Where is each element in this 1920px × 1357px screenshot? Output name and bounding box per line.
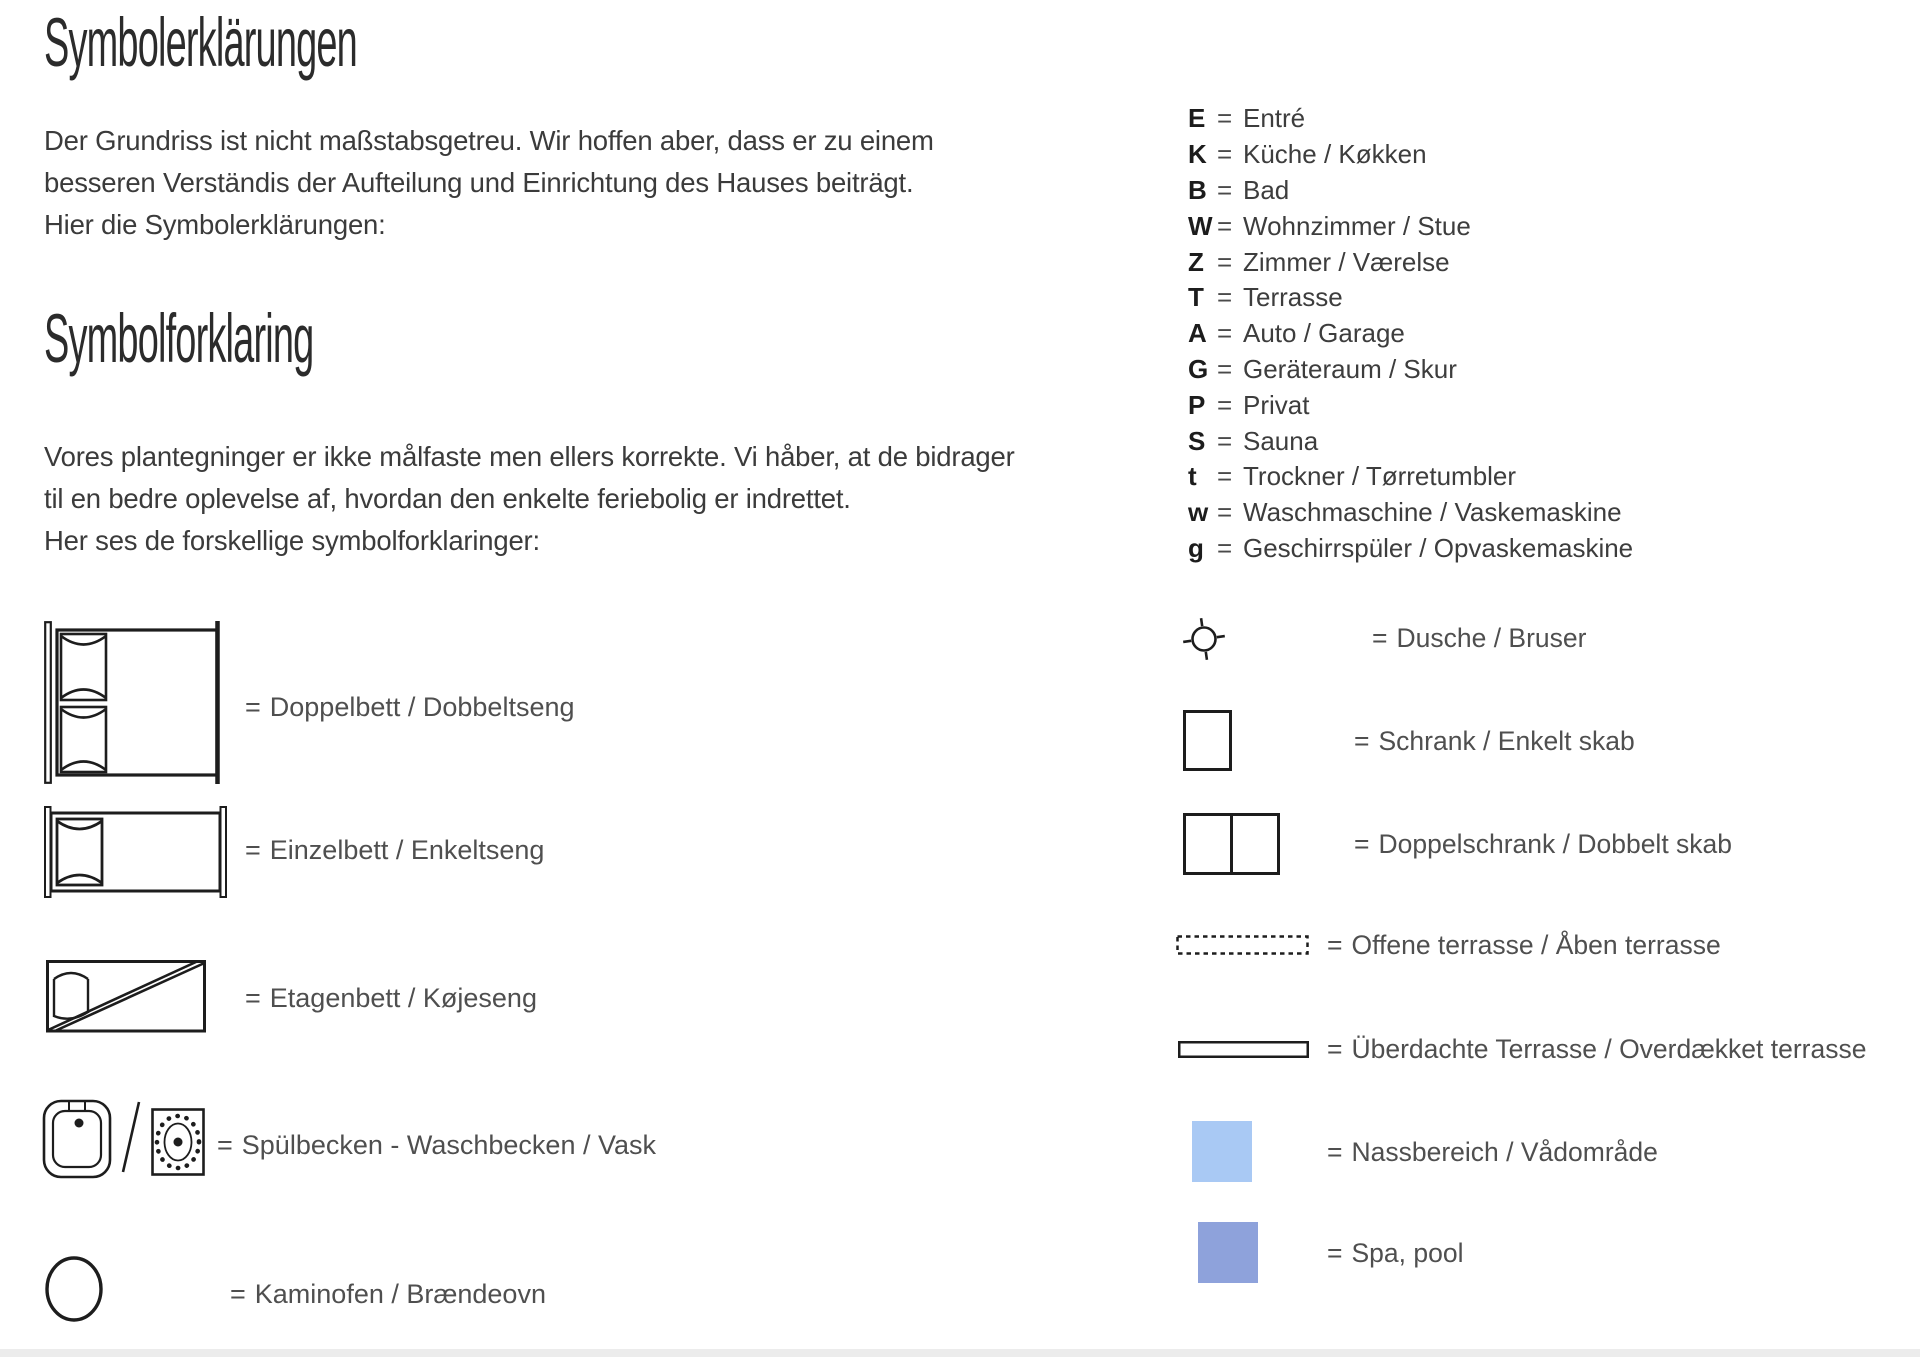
equals-sign: = [230,1279,246,1309]
equals-sign: = [1217,497,1233,528]
equals-sign: = [1372,623,1388,653]
legend-label-bunk-bed [245,981,537,1015]
abbr-letter: w [1188,497,1209,528]
equals-sign: = [1354,829,1370,859]
legend-row-shower [1181,616,1227,662]
page-title-danish: Symbolforklaring [44,300,314,377]
legend-label-shower [1372,621,1586,655]
wood-stove-icon [44,1255,104,1323]
intro-german-line1: Der Grundriss ist nicht maßstabsgetreu. Wir hoffen aber, dass er zu einem [44,125,934,156]
equals-sign: = [1354,726,1370,756]
legend-label-spa-pool [1327,1236,1463,1270]
legend-label: Doppelschrank / Dobbelt skab [1378,829,1733,859]
abbr-label: Terrasse [1243,282,1343,313]
equals-sign: = [1327,1034,1343,1064]
page-title-german: Symbolerklärungen [44,4,357,81]
legend-label: Schrank / Enkelt skab [1378,726,1635,756]
abbr-row-W [1188,208,1668,244]
intro-danish [44,436,1015,562]
abbr-label: Entré [1243,103,1306,134]
abbr-label: Sauna [1243,425,1319,456]
abbr-label: Bad [1243,174,1290,205]
covered-terrace-icon [1178,1041,1309,1058]
legend-row-single-bed [44,806,228,898]
page-bottom-edge [0,1349,1920,1357]
equals-sign: = [1217,246,1233,277]
legend-label-wood-stove [230,1277,546,1311]
equals-sign: = [1217,461,1233,492]
equals-sign: = [1327,930,1343,960]
legend-row-sink [42,1098,205,1180]
legend-label-double-bed [245,690,575,724]
equals-sign: = [1217,425,1233,456]
legend-label-open-terrace [1327,928,1721,962]
open-terrace-icon [1176,935,1309,955]
washbasin-icon [151,1108,205,1176]
equals-sign: = [1327,1238,1343,1268]
legend-row-double-wardrobe [1183,813,1280,875]
equals-sign: = [1217,318,1233,349]
abbr-row-S [1188,423,1668,459]
legend-row-wood-stove [44,1255,104,1323]
legend-label-sink [217,1128,656,1162]
equals-sign: = [1217,139,1233,170]
legend-label-single-bed [245,833,544,867]
legend-label: Kaminofen / Brændeovn [254,1279,546,1309]
abbr-letter: P [1188,389,1206,420]
legend-label-covered-terrace [1327,1032,1867,1066]
abbr-row-G [1188,352,1668,388]
wet-area-swatch [1192,1121,1252,1182]
abbr-row-t [1188,459,1668,495]
legend-label: Dusche / Bruser [1396,623,1587,653]
abbr-label: Zimmer / Værelse [1243,246,1450,277]
legend-label: Spa, pool [1351,1238,1464,1268]
sink-icon [42,1098,112,1180]
legend-row-double-bed [44,621,226,784]
abbr-label: Auto / Garage [1243,318,1405,349]
legend-row-bunk-bed [46,960,206,1033]
abbr-letter: t [1188,461,1197,492]
abbr-row-A [1188,316,1668,352]
equals-sign: = [1327,1137,1343,1167]
abbr-row-g [1188,531,1668,567]
equals-sign: = [1217,353,1233,384]
equals-sign: = [245,835,261,865]
intro-danish-line3: Her ses de forskellige symbolforklaringer: [44,525,540,556]
legend-label-double-wardrobe [1354,827,1732,861]
abbr-letter: T [1188,282,1204,313]
abbr-label: Geräteraum / Skur [1243,353,1457,384]
equals-sign: = [1217,174,1233,205]
abbreviation-list [1188,101,1668,566]
legend-row-covered-terrace [1178,1041,1309,1058]
legend-label: Nassbereich / Vådområde [1351,1137,1658,1167]
abbr-letter: g [1188,532,1204,563]
legend-label: Etagenbett / Køjeseng [269,983,537,1013]
abbr-label: Wohnzimmer / Stue [1243,210,1471,241]
shower-icon [1181,616,1227,662]
equals-sign: = [1217,210,1233,241]
abbr-letter: B [1188,174,1207,205]
legend-label-wardrobe [1354,724,1635,758]
slash-separator [120,1100,142,1174]
abbr-row-E [1188,101,1668,137]
single-bed-icon [44,806,228,898]
abbr-row-K [1188,137,1668,173]
legend-row-wardrobe [1183,710,1232,771]
abbr-row-w [1188,495,1668,531]
abbr-label: Waschmaschine / Vaskemaskine [1243,497,1622,528]
abbr-letter: G [1188,353,1209,384]
legend-label: Doppelbett / Dobbeltseng [269,692,575,722]
double-bed-icon [44,621,226,784]
equals-sign: = [245,983,261,1013]
single-wardrobe-icon [1183,710,1232,771]
abbr-label: Geschirrspüler / Opvaskemaskine [1243,532,1634,563]
legend-label: Einzelbett / Enkeltseng [269,835,545,865]
abbr-letter: A [1188,318,1207,349]
equals-sign: = [1217,389,1233,420]
legend-label-wet-area [1327,1135,1658,1169]
abbr-letter: S [1188,425,1206,456]
equals-sign: = [217,1130,233,1160]
intro-danish-line2: til en bedre oplevelse af, hvordan den enkelte feriebolig er indrettet. [44,483,851,514]
abbr-label: Trockner / Tørretumbler [1243,461,1517,492]
abbr-letter: K [1188,139,1207,170]
spa-pool-swatch [1198,1222,1258,1283]
abbr-row-P [1188,387,1668,423]
intro-danish-line1: Vores plantegninger er ikke målfaste men ellers korrekte. Vi håber, at de bidrager [44,441,1015,472]
double-wardrobe-icon [1183,813,1280,875]
equals-sign: = [1217,532,1233,563]
abbr-row-Z [1188,244,1668,280]
abbr-label: Küche / Køkken [1243,139,1427,170]
legend-label: Spülbecken - Waschbecken / Vask [241,1130,656,1160]
legend-label: Überdachte Terrasse / Overdækket terrasse [1351,1034,1867,1064]
intro-german-line3: Hier die Symbolerklärungen: [44,209,386,240]
abbr-row-B [1188,173,1668,209]
bunk-bed-icon [46,960,206,1033]
abbr-letter: E [1188,103,1206,134]
legend-label: Offene terrasse / Åben terrasse [1351,930,1721,960]
abbr-label: Privat [1243,389,1310,420]
equals-sign: = [1217,103,1233,134]
intro-german [44,120,934,246]
abbr-letter: W [1188,210,1213,241]
abbr-letter: Z [1188,246,1204,277]
abbr-row-T [1188,280,1668,316]
legend-row-open-terrace [1176,935,1309,955]
equals-sign: = [245,692,261,722]
intro-german-line2: besseren Verständis der Aufteilung und Einrichtung des Hauses beiträgt. [44,167,914,198]
equals-sign: = [1217,282,1233,313]
